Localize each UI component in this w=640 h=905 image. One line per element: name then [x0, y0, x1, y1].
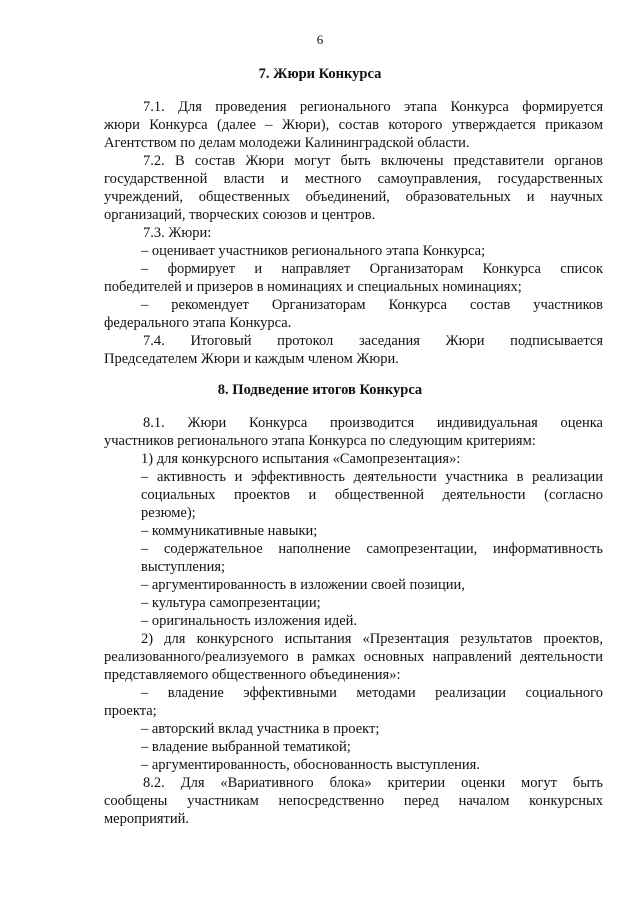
list-item: – владение выбранной тематикой;	[141, 739, 351, 755]
paragraph-line: Агентством по делам молодежи Калининградской области.	[104, 135, 470, 151]
paragraph-line: победителей и призеров в номинациях и специальных номинациях;	[104, 279, 522, 295]
list-item: – аргументированность в изложении своей позиции,	[141, 577, 465, 593]
paragraph-line: 7.2. В состав Жюри могут быть включены представители органов	[143, 153, 603, 169]
list-item: 2) для конкурсного испытания «Презентация результатов проектов,	[141, 631, 603, 647]
paragraph-line: 7.1. Для проведения регионального этапа Конкурса формируется	[143, 99, 603, 115]
paragraph-line: 7.4. Итоговый протокол заседания Жюри подписывается	[143, 333, 603, 349]
list-item: – аргументированность, обоснованность выступления.	[141, 757, 480, 773]
paragraph-line: резюме);	[141, 505, 196, 521]
paragraph-line: выступления;	[141, 559, 226, 575]
list-item: – содержательное наполнение самопрезентации, информативность	[141, 541, 603, 557]
list-item: – оценивает участников регионального этапа Конкурса;	[141, 243, 486, 259]
list-item: – формирует и направляет Организаторам Конкурса список	[141, 261, 603, 277]
paragraph-line: участников регионального этапа Конкурса по следующим критериям:	[104, 433, 536, 449]
paragraph-line: мероприятий.	[104, 811, 190, 827]
list-item: – рекомендует Организаторам Конкурса состав участников	[141, 297, 603, 313]
list-item: 1) для конкурсного испытания «Самопрезентация»:	[141, 451, 461, 467]
list-item: – коммуникативные навыки;	[141, 523, 318, 539]
paragraph-line: федерального этапа Конкурса.	[104, 315, 292, 331]
paragraph-line: организаций, творческих союзов и центров.	[104, 207, 376, 223]
section-8-heading: 8. Подведение итогов Конкурса	[217, 382, 423, 398]
paragraph-line: учреждений, общественных объединений, образовательных и научных	[104, 189, 603, 205]
list-item: – активность и эффективность деятельности участника в реализации	[141, 469, 603, 485]
paragraph-line: 8.1. Жюри Конкурса производится индивидуальная оценка	[143, 415, 603, 431]
paragraph-line: 8.2. Для «Вариативного блока» критерии оценки могут быть	[143, 775, 603, 791]
list-item: – авторский вклад участника в проект;	[141, 721, 380, 737]
paragraph-line: представляемого общественного объединения»:	[104, 667, 401, 683]
paragraph-line: 7.3. Жюри:	[143, 225, 212, 241]
paragraph-line: реализованного/реализуемого в рамках основных направлений деятельности	[104, 649, 603, 665]
paragraph-line: проекта;	[104, 703, 157, 719]
list-item: – владение эффективными методами реализации социального	[141, 685, 603, 701]
paragraph-line: социальных проектов и общественной деятельности (согласно	[141, 487, 603, 503]
section-7-heading: 7. Жюри Конкурса	[258, 66, 382, 82]
paragraph-line: жюри Конкурса (далее – Жюри), состав которого утверждается приказом	[104, 117, 603, 133]
list-item: – оригинальность изложения идей.	[141, 613, 358, 629]
paragraph-line: Председателем Жюри и каждым членом Жюри.	[104, 351, 399, 367]
paragraph-line: государственной власти и местного самоуправления, государственных	[104, 171, 603, 187]
paragraph-line: сообщены участникам непосредственно перед началом конкурсных	[104, 793, 603, 809]
page-number: 6	[316, 32, 324, 47]
list-item: – культура самопрезентации;	[141, 595, 321, 611]
